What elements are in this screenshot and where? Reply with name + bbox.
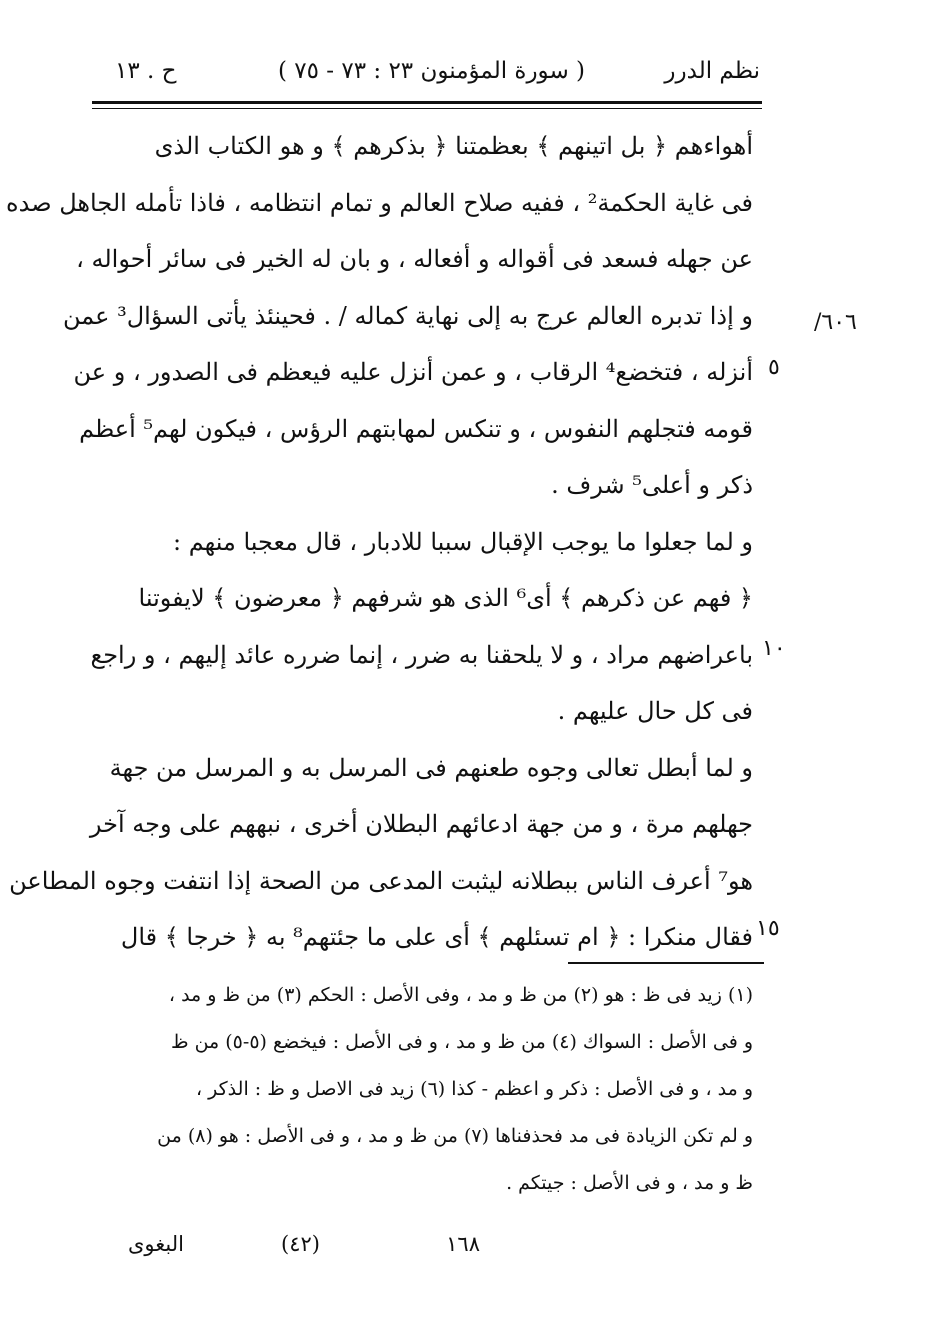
text-line: فى غاية الحكمة² ، ففيه صلاح العالم و تمام انتظامه ، فاذا تأمله الجاهل صده <box>6 188 753 217</box>
text-line: فقال منكرا : ﴿ ام تسئلهم ﴾ أى على ما جئتهم⁸ به ﴿ خرجا ﴾ قال <box>120 923 753 951</box>
line-number-15: ١٥ <box>756 916 780 941</box>
text-line: فى كل حال عليهم . <box>557 697 753 725</box>
text-line: ذكر و أعلى⁵ شرف . <box>551 471 753 499</box>
text-line: عن جهله فسعد فى أقواله و أفعاله ، و بان له الخير فى سائر أحواله ، <box>76 245 753 273</box>
page-header <box>95 52 760 96</box>
volume-label: ح . ١٣ <box>115 58 177 84</box>
margin-page-reference: ٦٠٦/ <box>814 310 857 335</box>
page-footer <box>100 1232 480 1272</box>
footer-number: (٤٢) <box>281 1232 320 1256</box>
page-number: ١٦٨ <box>446 1232 480 1256</box>
text-line: و لما جعلوا ما يوجب الإقبال سببا للادبار ، قال معجبا منهم : <box>172 527 753 556</box>
text-line: و لما أبطل تعالى وجوه طعنهم فى المرسل به و المرسل من جهة <box>109 753 753 782</box>
text-line: و إذا تدبره العالم عرج به إلى نهاية كماله / . فحينئذ يأتى السؤال³ عمن <box>63 301 753 330</box>
text-line: باعراضهم مراد ، و لا يلحقنا به ضرر ، إنما ضرره عائد إليهم ، و راجع <box>90 640 753 669</box>
footer-name: البغوى <box>128 1232 184 1256</box>
text-line: جهلهم مرة ، و من جهة ادعائهم البطلان أخرى ، نبههم على وجه آخر <box>89 810 753 838</box>
text-line: ﴿ فهم عن ذكرهم ﴾ أى⁶ الذى هو شرفهم ﴿ معرضون ﴾ لايفوتنا <box>138 584 753 612</box>
text-line: هو⁷ أعرف الناس ببطلانه ليثبت المدعى من الصحة إذا انتفت وجوه المطاعن <box>9 866 753 895</box>
text-line: قومه فتجلهم النفوس ، و تنكس لمهابتهم الرؤس ، فيكون لهم⁵ أعظم <box>79 414 753 443</box>
footnotes <box>105 972 753 1207</box>
footnote-line: و فى الأصل : السواك (٤) من ظ و مد ، و فى الأصل : فيخضع (٥-٥) من ظ <box>170 1031 753 1053</box>
line-number-5: ٥ <box>768 355 780 380</box>
line-number-10: ١٠ <box>762 636 786 661</box>
footnote-separator <box>568 962 764 964</box>
text-line: أهواءهم ﴿ بل اتينهم ﴾ بعظمتنا ﴿ بذكرهم ﴾ و هو الكتاب الذى <box>154 132 753 160</box>
book-title: نظم الدرر <box>664 58 760 84</box>
surah-reference: ( سورة المؤمنون ٢٣ : ٧٣ - ٧٥ ) <box>277 58 585 84</box>
header-rule-thin <box>92 108 762 109</box>
main-text <box>6 118 753 966</box>
text-line: أنزله ، فتخضع⁴ الرقاب ، و عمن أنزل عليه فيعظم فى الصدور ، و عن <box>73 358 753 386</box>
footnote-line: و لم تكن الزيادة فى مد فحذفناها (٧) من ظ و مد ، و فى الأصل : هو (٨) من <box>157 1125 753 1147</box>
footnote-line: ظ و مد ، و فى الأصل : جيتكم . <box>506 1172 753 1194</box>
footnote-line: (١) زيد فى ظ : هو (٢) من ظ و مد ، وفى الأصل : الحكم (٣) من ظ و مد ، <box>168 984 753 1006</box>
header-rule-thick <box>92 101 762 104</box>
footnote-line: و مد ، و فى الأصل : ذكر و اعظم - كذا (٦) زيد فى الاصل و ظ : الذكر ، <box>195 1078 753 1100</box>
